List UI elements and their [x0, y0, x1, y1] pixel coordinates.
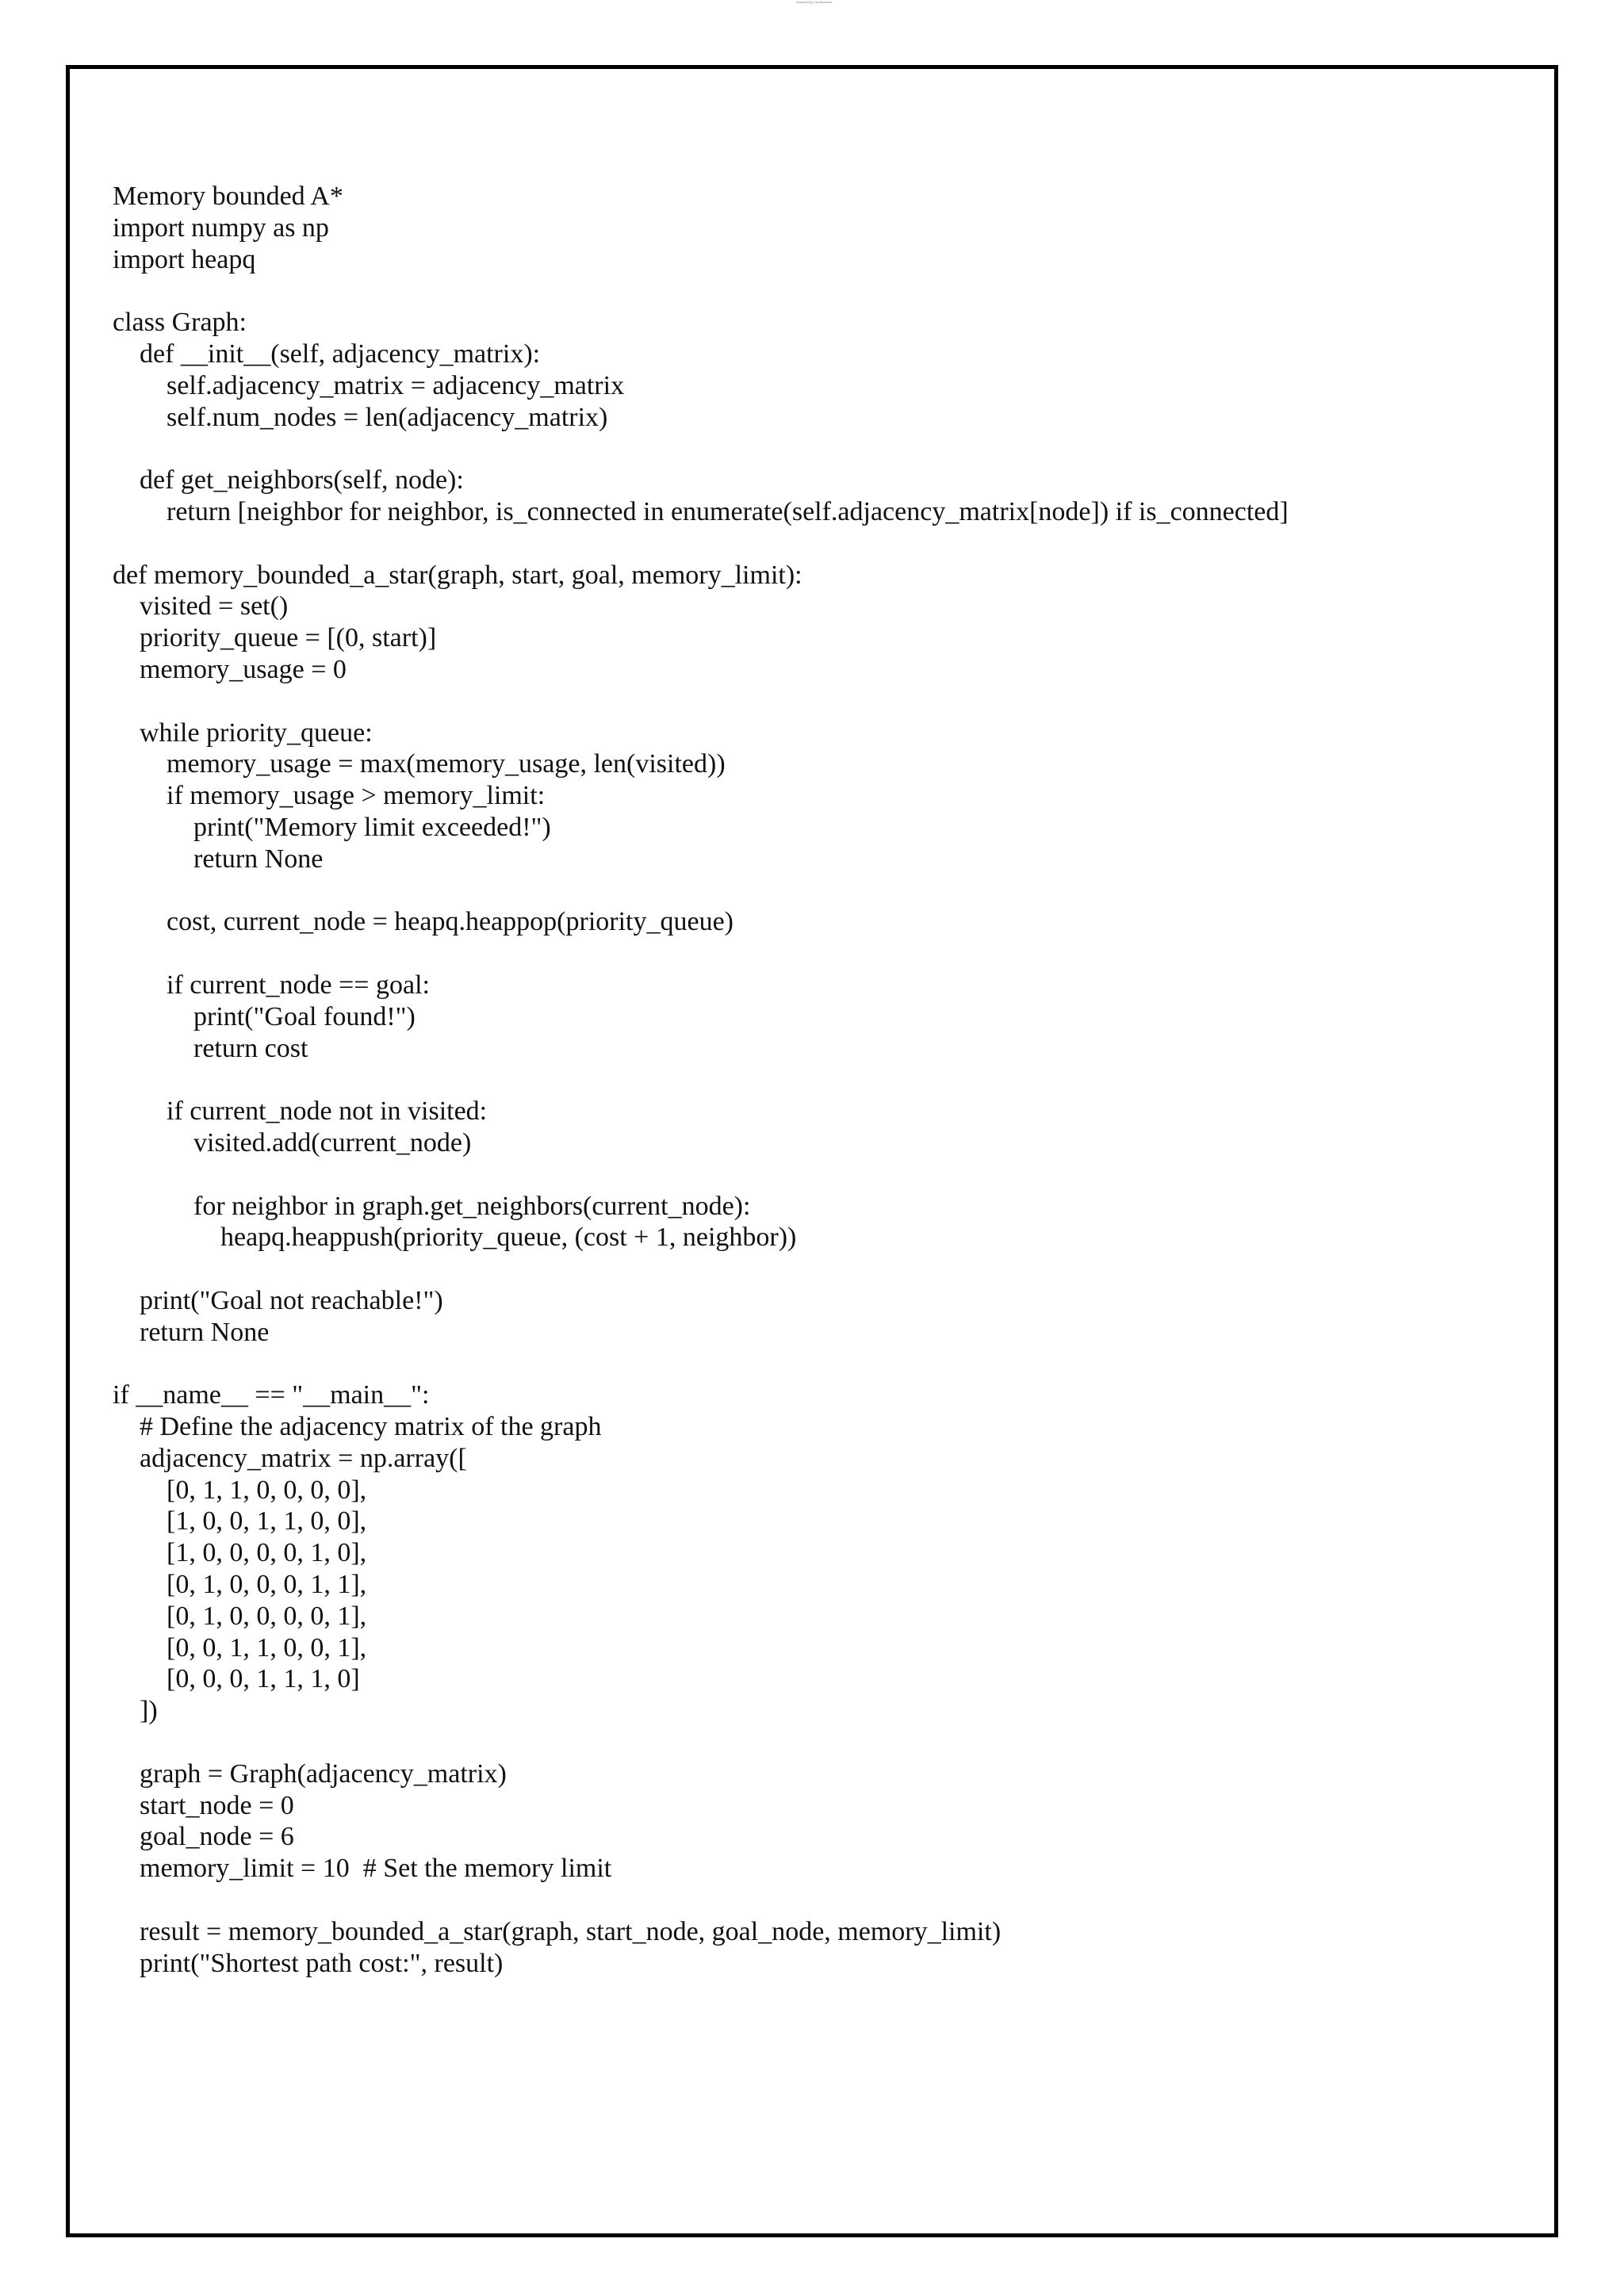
- code-line: [113, 1885, 1524, 1916]
- code-line: def get_neighbors(self, node):: [113, 465, 464, 496]
- code-line: [113, 875, 1524, 907]
- code-line: for neighbor in graph.get_neighbors(current_node):: [113, 1191, 751, 1221]
- code-line: return None: [113, 1317, 270, 1347]
- code-line: print("Goal found!"): [113, 1001, 416, 1031]
- code-line: print("Goal not reachable!"): [113, 1285, 443, 1315]
- code-line: return [neighbor for neighbor, is_connected in enumerate(self.adjacency_matrix[node]) if is_connected]: [113, 496, 1289, 526]
- code-line: return cost: [113, 1033, 308, 1063]
- code-line: [0, 1, 1, 0, 0, 0, 0],: [113, 1475, 367, 1505]
- code-line: start_node = 0: [113, 1790, 294, 1820]
- code-line: return None: [113, 844, 324, 874]
- code-line: import numpy as np: [113, 212, 329, 243]
- code-line: [113, 686, 1524, 718]
- code-line: self.num_nodes = len(adjacency_matrix): [113, 402, 608, 432]
- code-line: visited.add(current_node): [113, 1127, 472, 1158]
- code-line: [0, 1, 0, 0, 0, 0, 1],: [113, 1601, 367, 1631]
- code-line: goal_node = 6: [113, 1822, 294, 1852]
- code-line: self.adjacency_matrix = adjacency_matrix: [113, 370, 625, 400]
- code-line: [113, 433, 1524, 465]
- code-line: memory_usage = 0: [113, 654, 347, 684]
- code-line: Memory bounded A*: [113, 182, 343, 211]
- code-line: [0, 1, 0, 0, 0, 1, 1],: [113, 1570, 367, 1600]
- code-listing: [113, 181, 1524, 1979]
- code-line: while priority_queue:: [113, 718, 373, 748]
- scanner-watermark: Scanned by CamScanner: [796, 0, 833, 4]
- code-line: def memory_bounded_a_star(graph, start, goal, memory_limit):: [113, 560, 802, 590]
- code-line: [1, 0, 0, 1, 1, 0, 0],: [113, 1506, 367, 1536]
- code-line: if memory_usage > memory_limit:: [113, 781, 546, 811]
- code-line: [0, 0, 0, 1, 1, 1, 0]: [113, 1664, 360, 1694]
- code-line: heapq.heappush(priority_queue, (cost + 1, neighbor)): [113, 1223, 797, 1253]
- code-line: [113, 1253, 1524, 1285]
- code-line: [113, 938, 1524, 970]
- code-line: if __name__ == "__main__":: [113, 1380, 430, 1410]
- code-line: [113, 1064, 1524, 1096]
- code-line: def __init__(self, adjacency_matrix):: [113, 339, 541, 369]
- code-line: result = memory_bounded_a_star(graph, start_node, goal_node, memory_limit): [113, 1916, 1002, 1946]
- code-line: [1, 0, 0, 0, 0, 1, 0],: [113, 1538, 367, 1568]
- code-line: priority_queue = [(0, start)]: [113, 623, 437, 653]
- code-line: ]): [113, 1696, 158, 1726]
- code-line: if current_node not in visited:: [113, 1096, 488, 1127]
- code-line: # Define the adjacency matrix of the graph: [113, 1412, 602, 1442]
- code-line: [113, 275, 1524, 307]
- code-line: graph = Graph(adjacency_matrix): [113, 1758, 507, 1789]
- code-line: class Graph:: [113, 308, 247, 338]
- code-line: print("Shortest path cost:", result): [113, 1948, 504, 1978]
- code-line: [113, 1159, 1524, 1191]
- code-line: adjacency_matrix = np.array([: [113, 1443, 467, 1473]
- code-line: visited = set(): [113, 591, 289, 622]
- code-line: if current_node == goal:: [113, 970, 430, 1000]
- code-line: memory_usage = max(memory_usage, len(visited)): [113, 749, 726, 779]
- code-line: [113, 528, 1524, 560]
- code-line: cost, current_node = heapq.heappop(priority_queue): [113, 907, 733, 937]
- code-line: print("Memory limit exceeded!"): [113, 812, 551, 842]
- code-line: [113, 1348, 1524, 1380]
- code-line: [0, 0, 1, 1, 0, 0, 1],: [113, 1632, 367, 1663]
- code-line: [113, 1727, 1524, 1758]
- code-line: import heapq: [113, 244, 256, 274]
- code-line: memory_limit = 10 # Set the memory limit: [113, 1854, 612, 1884]
